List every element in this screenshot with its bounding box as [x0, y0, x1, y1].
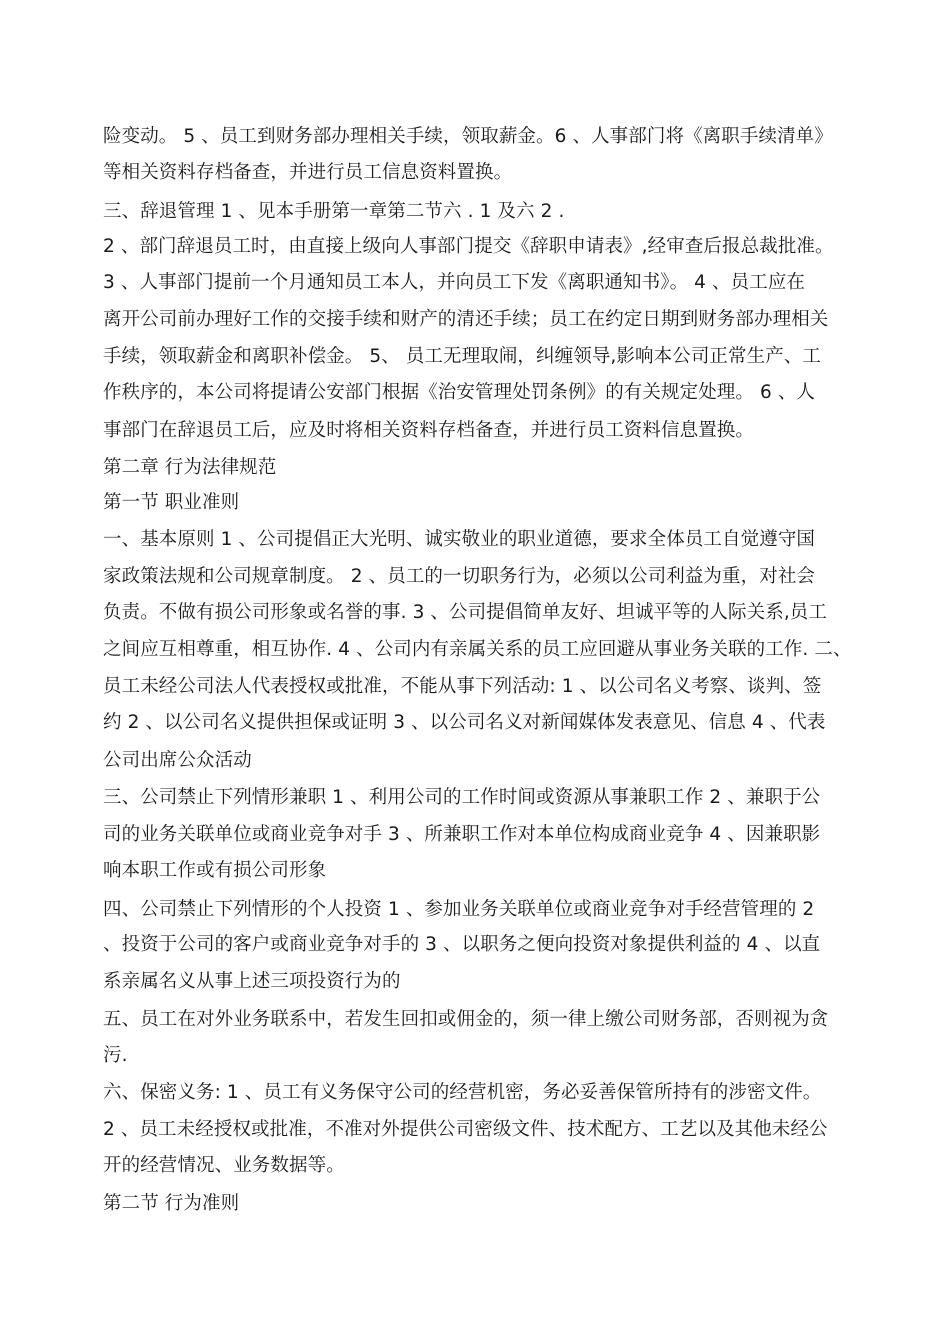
text-line: 响本职工作或有损公司形象 — [103, 860, 327, 881]
text-line: 四、公司禁止下列情形的个人投资 1 、参加业务关联单位或商业竞争对手经营管理的 2 — [103, 899, 815, 920]
text-line: 2 、部门辞退员工时，由直接上级向人事部门提交《辞职申请表》,经审查后报总裁批准。 — [103, 236, 834, 257]
text-line: 开的经营情况、业务数据等。 — [103, 1155, 345, 1176]
text-line: 系亲属名义从事上述三项投资行为的 — [103, 971, 401, 992]
text-line: 司的业务关联单位或商业竞争对手 3 、所兼职工作对本单位构成商业竞争 4 、因兼职影 — [103, 824, 821, 845]
text-line: 一、基本原则 1 、公司提倡正大光明、诚实敬业的职业道德，要求全体员工自觉遵守国 — [103, 529, 816, 550]
text-line: 等相关资料存档备查，并进行员工信息资料置换。 — [103, 162, 513, 183]
text-line: 手续，领取薪金和离职补偿金。 5、 员工无理取闹，纠缠领导,影响本公司正常生产、工 — [103, 346, 822, 367]
text-line: 、投资于公司的客户或商业竞争对手的 3 、以职务之便向投资对象提供利益的 4 、以直 — [103, 934, 821, 955]
text-line: 公司出席公众活动 — [103, 750, 252, 771]
text-line: 事部门在辞退员工后，应及时将相关资料存档备查，并进行员工资料信息置换。 — [103, 420, 755, 441]
section-heading: 三、辞退管理 1 、见本手册第一章第二节六 . 1 及六 2 . — [103, 201, 565, 222]
text-line: 三、公司禁止下列情形兼职 1 、利用公司的工作时间或资源从事兼职工作 2 、兼职于公 — [103, 787, 821, 808]
text-line: 约 2 、以公司名义提供担保或证明 3 、以公司名义对新闻媒体发表意见、信息 4 、代表 — [103, 712, 826, 733]
text-line: 离开公司前办理好工作的交接手续和财产的清还手续；员工在约定日期到财务部办理相关 — [103, 309, 829, 330]
section-title: 第一节 职业准则 — [103, 492, 240, 513]
chapter-title: 第二章 行为法律规范 — [103, 457, 277, 478]
text-line: 险变动。 5 、员工到财务部办理相关手续，领取薪金。6 、人事部门将《离职手续清单》 — [103, 126, 833, 147]
text-line: 之间应互相尊重，相互协作. 4 、公司内有亲属关系的员工应回避从事业务关联的工作. 二、 — [103, 639, 852, 660]
text-line: 污. — [103, 1045, 128, 1066]
text-line: 员工未经公司法人代表授权或批准，不能从事下列活动: 1 、以公司名义考察、谈判、签 — [103, 676, 822, 697]
text-line: 3 、人事部门提前一个月通知员工本人，并向员工下发《离职通知书》。 4 、员工应在 — [103, 272, 806, 293]
text-line: 六、保密义务: 1 、员工有义务保守公司的经营机密，务必妥善保管所持有的涉密文件。 — [103, 1082, 822, 1103]
section-title: 第二节 行为准则 — [103, 1193, 240, 1214]
text-line: 2 、员工未经授权或批准，不准对外提供公司密级文件、技术配方、工艺以及其他未经公 — [103, 1119, 828, 1140]
text-line: 五、员工在对外业务联系中，若发生回扣或佣金的，须一律上缴公司财务部，否则视为贪 — [103, 1009, 829, 1030]
text-line: 负责。不做有损公司形象或名誉的事. 3 、公司提倡简单友好、坦诚平等的人际关系,员工 — [103, 602, 827, 623]
text-line: 家政策法规和公司规章制度。 2 、员工的一切职务行为，必须以公司利益为重，对社会 — [103, 566, 816, 587]
text-line: 作秩序的，本公司将提请公安部门根据《治安管理处罚条例》的有关规定处理。 6 、人 — [103, 382, 816, 403]
